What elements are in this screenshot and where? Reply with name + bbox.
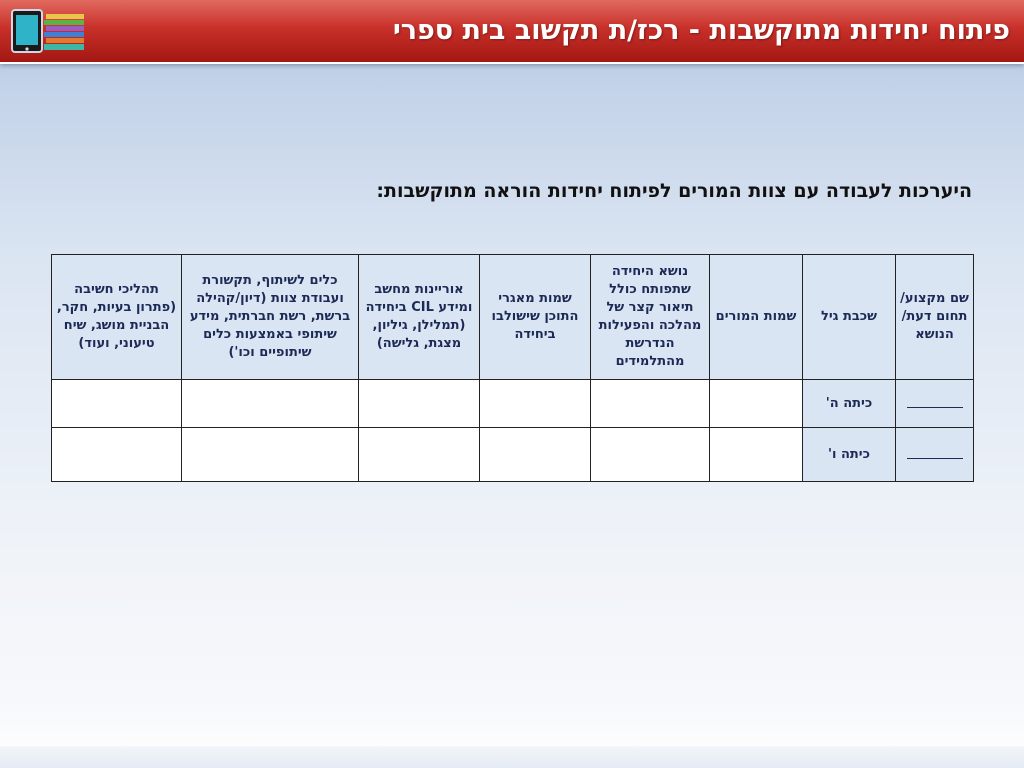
table-row [52, 380, 974, 428]
unit-planning-table [51, 254, 974, 482]
computer-skills-cell [359, 380, 480, 428]
content-repositories-cell [480, 380, 591, 428]
age-group-cell: כיתה ה' [803, 380, 896, 428]
section-heading: היערכות לעבודה עם צוות המורים לפיתוח יחידות הוראה מתוקשבות: [376, 180, 972, 202]
slide-header-bar [0, 0, 1024, 64]
header-content-repositories: שמות מאגרי התוכן שישולבו ביחידה [480, 255, 591, 380]
header-computer-skills: אוריינות מחשב ומידע CIL ביחידה (תמלילן, גיליון, מצגת, גלישה) [359, 255, 480, 380]
header-unit-topic: נושא היחידה שתפותח כולל תיאור קצר של מהלכה והפעילות הנדרשת מהתלמידים [591, 255, 710, 380]
subject-blank-line [896, 380, 974, 428]
subject-blank-line [896, 428, 974, 482]
header-age-group: שכבת גיל [803, 255, 896, 380]
books-tablet-icon [10, 6, 90, 56]
teachers-cell [710, 428, 803, 482]
age-group-cell: כיתה ו' [803, 428, 896, 482]
thinking-processes-cell [52, 428, 182, 482]
header-thinking-processes: תהליכי חשיבה (פתרון בעיות, חקר, הבניית מושג, שיח טיעוני, ועוד) [52, 255, 182, 380]
thinking-processes-cell [52, 380, 182, 428]
table-header-row [52, 255, 974, 380]
footer-strip [0, 746, 1024, 768]
header-subject: שם מקצוע/ תחום דעת/ הנושא [896, 255, 974, 380]
header-collaboration-tools: כלים לשיתוף, תקשורת ועבודת צוות (דיון/קהילה ברשת, רשת חברתית, מידע שיתופי באמצעות כלים שיתופיים וכו') [182, 255, 359, 380]
computer-skills-cell [359, 428, 480, 482]
content-repositories-cell [480, 428, 591, 482]
collaboration-tools-cell [182, 380, 359, 428]
collaboration-tools-cell [182, 428, 359, 482]
unit-topic-cell [591, 380, 710, 428]
table-row [52, 428, 974, 482]
slide-title: פיתוח יחידות מתוקשבות - רכז/ת תקשוב בית ספרי [392, 15, 1010, 46]
header-teachers: שמות המורים [710, 255, 803, 380]
unit-topic-cell [591, 428, 710, 482]
teachers-cell [710, 380, 803, 428]
